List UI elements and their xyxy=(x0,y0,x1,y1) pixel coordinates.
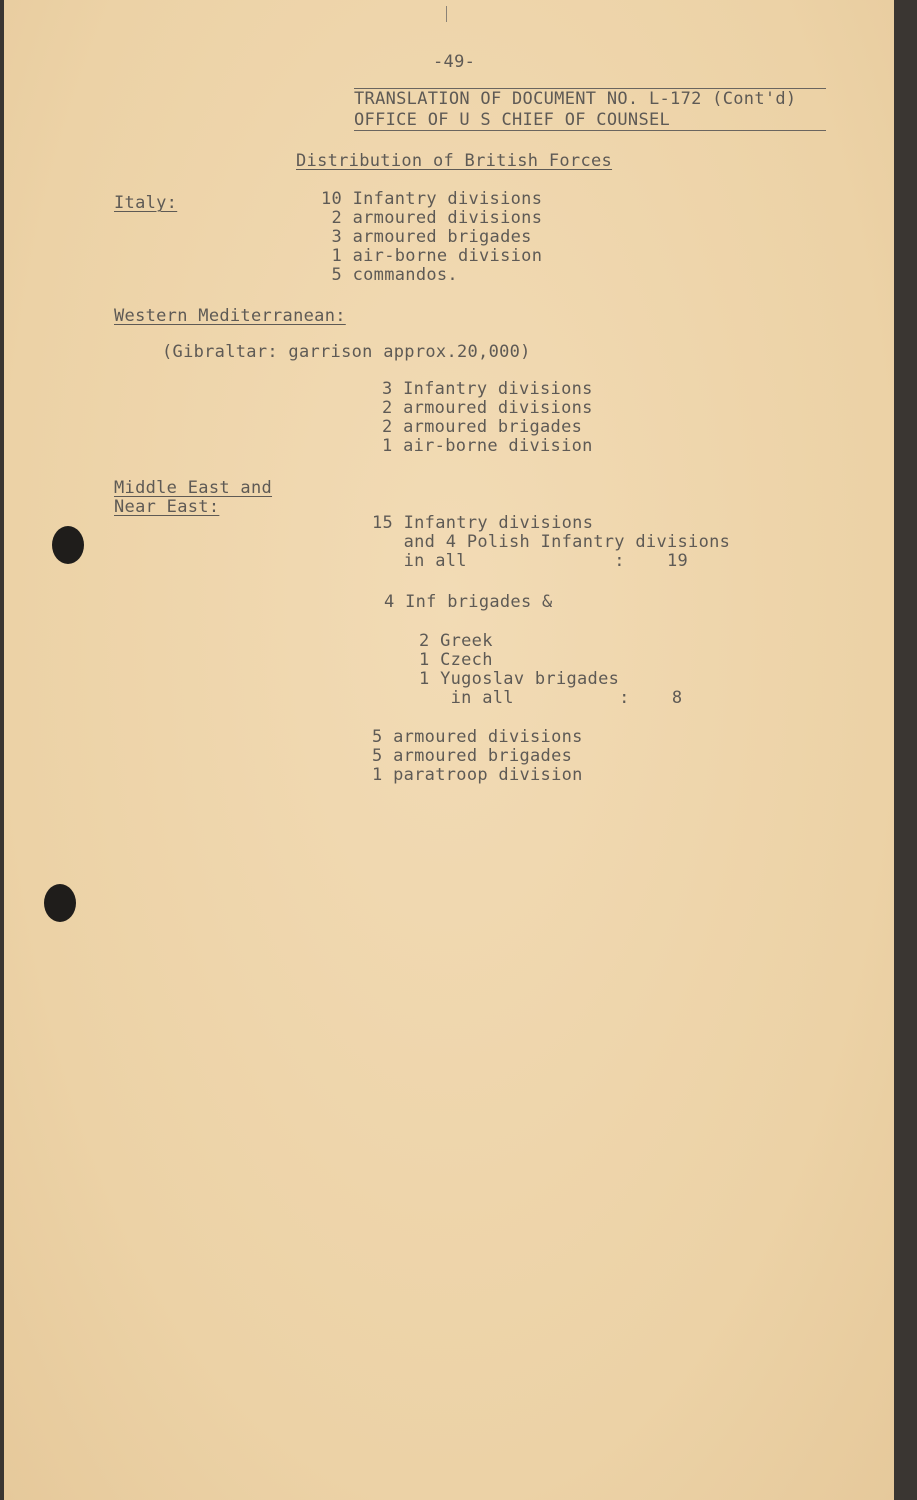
infantry-brigades-heading: 4 Inf brigades & xyxy=(384,592,553,612)
list-item: 1 air-borne division xyxy=(382,436,593,456)
header-line-2: OFFICE OF U S CHIEF OF COUNSEL xyxy=(354,110,671,130)
document-page xyxy=(4,0,894,1500)
list-item: and 4 Polish Infantry divisions xyxy=(372,532,731,552)
list-item: in all : 8 xyxy=(419,688,683,708)
list-item: in all : 19 xyxy=(372,551,689,571)
header-rule-1 xyxy=(354,88,826,89)
document-title: Distribution of British Forces xyxy=(296,151,613,171)
list-item: 5 commandos. xyxy=(321,265,458,285)
gibraltar-note: (Gibraltar: garrison approx.20,000) xyxy=(162,342,531,362)
list-item: 2 armoured divisions xyxy=(382,398,593,418)
list-item: 10 Infantry divisions xyxy=(321,189,543,209)
list-item: 5 armoured brigades xyxy=(372,746,573,766)
punch-hole-upper xyxy=(52,526,84,564)
list-item: 1 Yugoslav brigades xyxy=(419,669,620,689)
list-item: 3 Infantry divisions xyxy=(382,379,593,399)
section-label-western-mediterranean: Western Mediterranean: xyxy=(114,306,346,326)
list-item: 2 Greek xyxy=(419,631,493,651)
header-rule-2 xyxy=(354,130,826,131)
list-item: 3 armoured brigades xyxy=(321,227,532,247)
list-item: 15 Infantry divisions xyxy=(372,513,594,533)
page-number: -49- xyxy=(433,52,476,72)
section-label-middle-east-line-2: Near East: xyxy=(114,497,220,517)
list-item: 2 armoured divisions xyxy=(321,208,543,228)
list-item: 5 armoured divisions xyxy=(372,727,583,747)
section-label-italy: Italy: xyxy=(114,193,178,213)
header-line-1: TRANSLATION OF DOCUMENT NO. L-172 (Cont'd) xyxy=(354,89,797,109)
top-crease-mark xyxy=(446,6,447,22)
list-item: 1 Czech xyxy=(419,650,493,670)
punch-hole-lower xyxy=(44,884,76,922)
list-item: 1 air-borne division xyxy=(321,246,543,266)
list-item: 2 armoured brigades xyxy=(382,417,583,437)
list-item: 1 paratroop division xyxy=(372,765,583,785)
section-label-middle-east-line-1: Middle East and xyxy=(114,478,273,498)
